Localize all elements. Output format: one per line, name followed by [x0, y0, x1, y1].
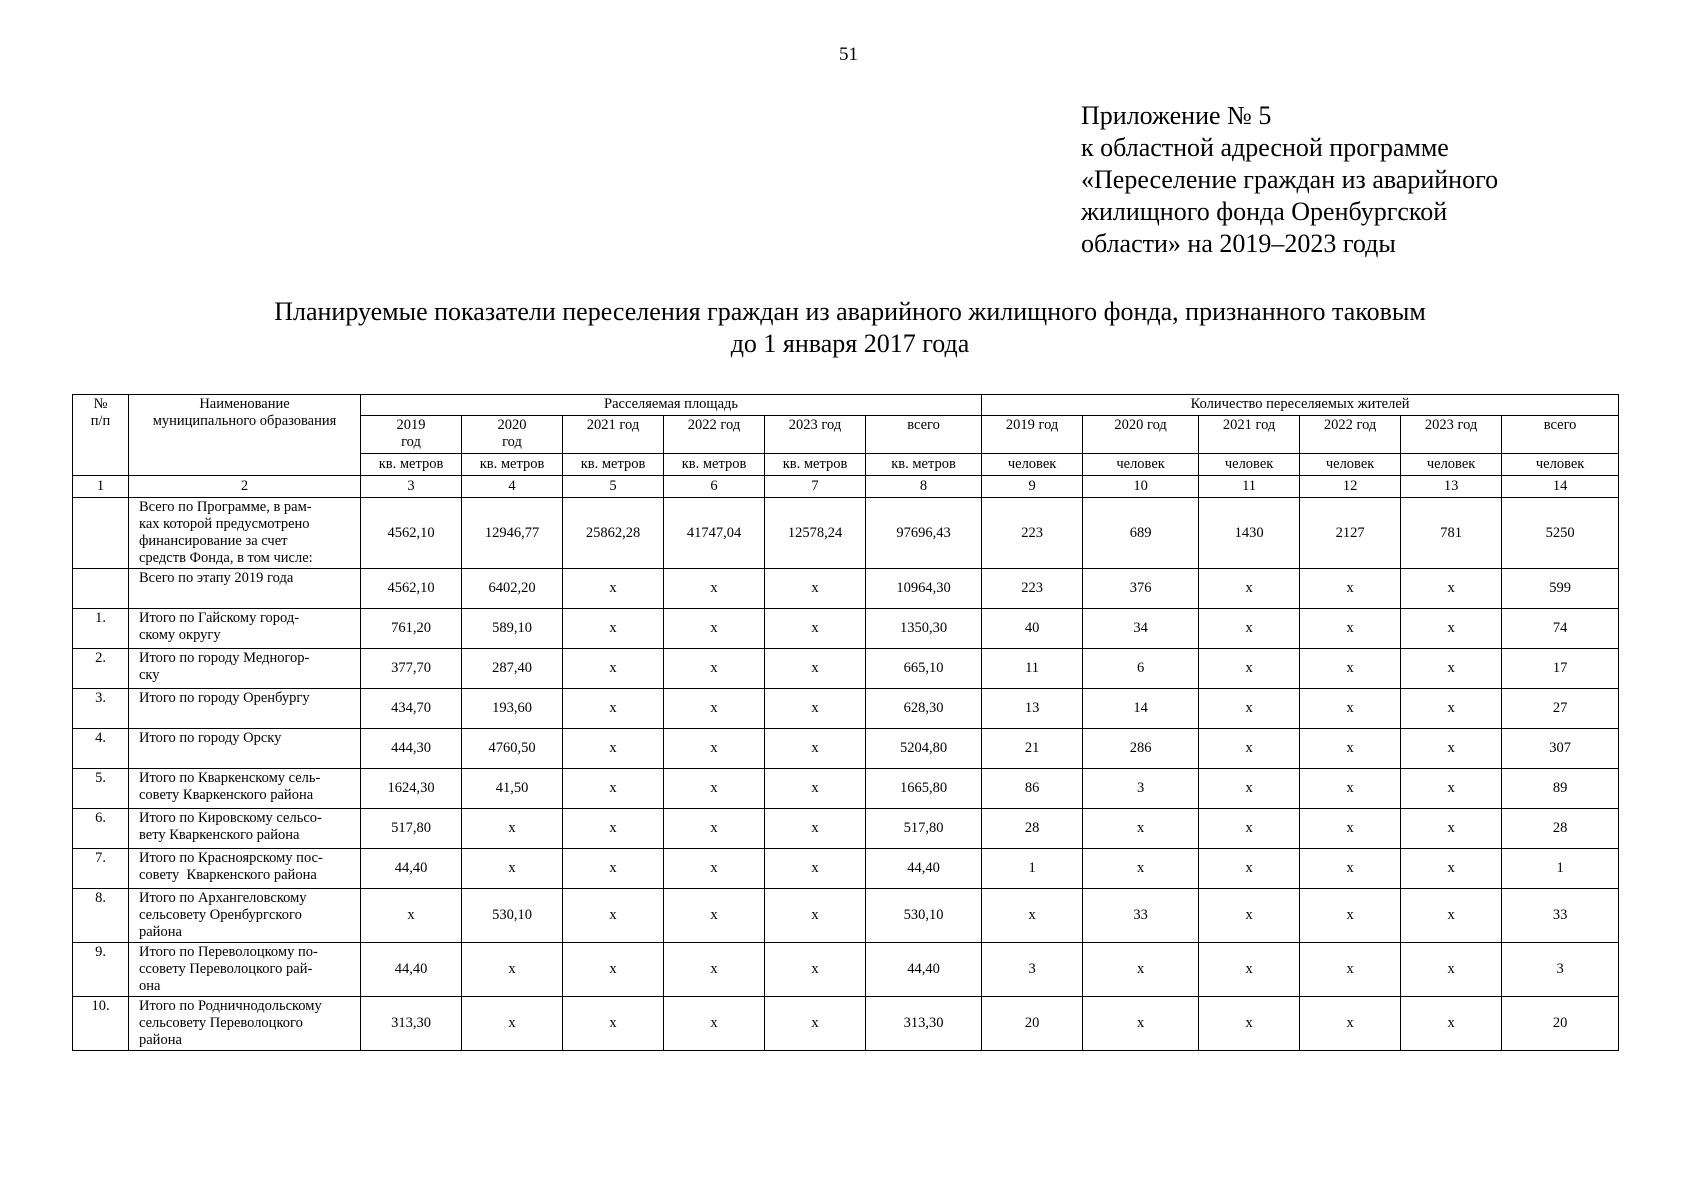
area-value-cell: х: [765, 809, 866, 849]
residents-value-cell: х: [1300, 849, 1401, 889]
residents-value-cell: х: [1083, 849, 1199, 889]
area-value-cell: 1350,30: [866, 609, 982, 649]
table-row: [73, 498, 1619, 569]
area-value-cell: 761,20: [361, 609, 462, 649]
residents-value-cell: х: [1199, 997, 1300, 1051]
table-row: [73, 997, 1619, 1051]
residents-value-cell: х: [1401, 889, 1502, 943]
area-value-cell: 665,10: [866, 649, 982, 689]
area-value-cell: х: [563, 809, 664, 849]
area-value-cell: 6402,20: [462, 569, 563, 609]
title-line: до 1 января 2017 года: [730, 329, 970, 358]
document-title: [200, 296, 1500, 360]
residents-value-cell: 11: [982, 649, 1083, 689]
header-num: № п/п: [73, 395, 129, 476]
area-value-cell: х: [361, 889, 462, 943]
area-value-cell: х: [462, 997, 563, 1051]
residents-value-cell: х: [1199, 609, 1300, 649]
residents-value-cell: х: [1199, 889, 1300, 943]
row-number: 6.: [73, 809, 129, 849]
area-value-cell: х: [765, 569, 866, 609]
residents-value-cell: 28: [982, 809, 1083, 849]
residents-value-cell: х: [1401, 769, 1502, 809]
header-area-unit: кв. метров: [866, 454, 982, 476]
residents-value-cell: х: [1300, 997, 1401, 1051]
header-area-year: 2021 год: [563, 416, 664, 454]
area-value-cell: 41,50: [462, 769, 563, 809]
residents-value-cell: 599: [1502, 569, 1619, 609]
area-value-cell: х: [765, 943, 866, 997]
area-value-cell: 10964,30: [866, 569, 982, 609]
area-value-cell: х: [664, 609, 765, 649]
area-value-cell: 5204,80: [866, 729, 982, 769]
residents-value-cell: 781: [1401, 498, 1502, 569]
residents-value-cell: 14: [1083, 689, 1199, 729]
municipality-name: Итого по Родничнодольскому сельсовету Переволоцкого района: [129, 997, 361, 1051]
municipality-name: Итого по Кировскому сельсо- вету Кваркенского района: [129, 809, 361, 849]
area-value-cell: х: [563, 729, 664, 769]
area-value-cell: х: [664, 569, 765, 609]
residents-value-cell: 1430: [1199, 498, 1300, 569]
table-row: [73, 769, 1619, 809]
residents-value-cell: 5250: [1502, 498, 1619, 569]
header-area-group: Расселяемая площадь: [361, 395, 982, 416]
residents-value-cell: х: [1300, 729, 1401, 769]
residents-value-cell: х: [1401, 689, 1502, 729]
column-index-cell: 3: [361, 476, 462, 498]
area-value-cell: 377,70: [361, 649, 462, 689]
header-resident-unit: человек: [1502, 454, 1619, 476]
area-value-cell: 4760,50: [462, 729, 563, 769]
area-value-cell: х: [563, 689, 664, 729]
column-index-cell: 7: [765, 476, 866, 498]
municipality-name: Всего по этапу 2019 года: [129, 569, 361, 609]
header-area-unit: кв. метров: [765, 454, 866, 476]
column-index-cell: 4: [462, 476, 563, 498]
area-value-cell: х: [664, 769, 765, 809]
residents-value-cell: х: [1300, 943, 1401, 997]
row-number: [73, 498, 129, 569]
area-value-cell: х: [462, 849, 563, 889]
residents-value-cell: 20: [982, 997, 1083, 1051]
area-value-cell: 628,30: [866, 689, 982, 729]
column-index-cell: 14: [1502, 476, 1619, 498]
appendix-line: жилищного фонда Оренбургской: [1081, 197, 1448, 226]
residents-value-cell: х: [1401, 943, 1502, 997]
municipality-name: Итого по Кваркенскому сель- совету Кваркенского района: [129, 769, 361, 809]
header-resident-year: всего: [1502, 416, 1619, 454]
residents-value-cell: х: [1083, 997, 1199, 1051]
area-value-cell: 12946,77: [462, 498, 563, 569]
area-value-cell: х: [664, 997, 765, 1051]
column-index-cell: 11: [1199, 476, 1300, 498]
row-number: 1.: [73, 609, 129, 649]
header-area-year: 2022 год: [664, 416, 765, 454]
area-value-cell: 530,10: [866, 889, 982, 943]
row-number: 4.: [73, 729, 129, 769]
area-value-cell: х: [563, 609, 664, 649]
header-resident-unit: человек: [1300, 454, 1401, 476]
municipality-name: Итого по Красноярскому пос- совету Кваркенского района: [129, 849, 361, 889]
area-value-cell: х: [765, 997, 866, 1051]
area-value-cell: 25862,28: [563, 498, 664, 569]
header-resident-unit: человек: [982, 454, 1083, 476]
residents-value-cell: 21: [982, 729, 1083, 769]
residents-value-cell: 33: [1502, 889, 1619, 943]
column-index-cell: 5: [563, 476, 664, 498]
residents-value-cell: х: [1300, 609, 1401, 649]
residents-value-cell: 3: [1083, 769, 1199, 809]
table-row: [73, 569, 1619, 609]
area-value-cell: 97696,43: [866, 498, 982, 569]
municipality-name: Итого по городу Оренбургу: [129, 689, 361, 729]
area-value-cell: 287,40: [462, 649, 563, 689]
residents-value-cell: х: [1083, 943, 1199, 997]
area-value-cell: 12578,24: [765, 498, 866, 569]
table-row: [73, 809, 1619, 849]
residents-value-cell: 74: [1502, 609, 1619, 649]
header-area-unit: кв. метров: [462, 454, 563, 476]
residents-value-cell: 27: [1502, 689, 1619, 729]
residents-value-cell: 13: [982, 689, 1083, 729]
residents-value-cell: 223: [982, 498, 1083, 569]
residents-value-cell: х: [1199, 943, 1300, 997]
residents-value-cell: 689: [1083, 498, 1199, 569]
header-resident-unit: человек: [1083, 454, 1199, 476]
area-value-cell: х: [462, 809, 563, 849]
table-row: [73, 943, 1619, 997]
area-value-cell: 1665,80: [866, 769, 982, 809]
area-value-cell: 313,30: [361, 997, 462, 1051]
residents-value-cell: 28: [1502, 809, 1619, 849]
header-resident-year: 2021 год: [1199, 416, 1300, 454]
residents-value-cell: х: [1401, 997, 1502, 1051]
municipality-name: Итого по Архангеловскому сельсовету Оренбургского района: [129, 889, 361, 943]
residents-value-cell: х: [1199, 769, 1300, 809]
area-value-cell: 517,80: [361, 809, 462, 849]
municipality-name: Итого по Гайскому город- скому округу: [129, 609, 361, 649]
title-line: Планируемые показатели переселения граждан из аварийного жилищного фонда, признанного таковым: [274, 297, 1426, 326]
page-number: 51: [839, 44, 858, 65]
area-value-cell: 4562,10: [361, 498, 462, 569]
residents-value-cell: х: [1300, 649, 1401, 689]
residents-value-cell: х: [1300, 809, 1401, 849]
residents-value-cell: 307: [1502, 729, 1619, 769]
area-value-cell: 193,60: [462, 689, 563, 729]
residents-value-cell: х: [1199, 849, 1300, 889]
residents-value-cell: 86: [982, 769, 1083, 809]
residents-value-cell: 3: [1502, 943, 1619, 997]
residents-value-cell: 286: [1083, 729, 1199, 769]
table-row: [73, 689, 1619, 729]
header-resident-unit: человек: [1199, 454, 1300, 476]
residents-value-cell: х: [982, 889, 1083, 943]
appendix-line: Приложение № 5: [1081, 101, 1272, 130]
area-value-cell: х: [765, 609, 866, 649]
column-index-cell: 12: [1300, 476, 1401, 498]
column-index-cell: 1: [73, 476, 129, 498]
area-value-cell: х: [664, 689, 765, 729]
municipality-name: Итого по Переволоцкому по- ссовету Переволоцкого рай- она: [129, 943, 361, 997]
residents-value-cell: 376: [1083, 569, 1199, 609]
resettlement-table: [72, 394, 1619, 1051]
area-value-cell: х: [563, 569, 664, 609]
residents-value-cell: 34: [1083, 609, 1199, 649]
header-resident-year: 2019 год: [982, 416, 1083, 454]
residents-value-cell: х: [1401, 729, 1502, 769]
residents-value-cell: х: [1401, 609, 1502, 649]
residents-value-cell: 1: [982, 849, 1083, 889]
residents-value-cell: х: [1401, 849, 1502, 889]
area-value-cell: х: [462, 943, 563, 997]
appendix-line: к областной адресной программе: [1081, 133, 1449, 162]
residents-value-cell: х: [1300, 689, 1401, 729]
residents-value-cell: х: [1300, 769, 1401, 809]
area-value-cell: х: [563, 889, 664, 943]
column-index-cell: 13: [1401, 476, 1502, 498]
municipality-name: Итого по городу Медногор- ску: [129, 649, 361, 689]
column-index-cell: 2: [129, 476, 361, 498]
row-number: [73, 569, 129, 609]
residents-value-cell: х: [1300, 569, 1401, 609]
area-value-cell: х: [765, 729, 866, 769]
area-value-cell: х: [563, 997, 664, 1051]
area-value-cell: 530,10: [462, 889, 563, 943]
table-row: [73, 849, 1619, 889]
area-value-cell: 517,80: [866, 809, 982, 849]
residents-value-cell: х: [1199, 649, 1300, 689]
residents-value-cell: 40: [982, 609, 1083, 649]
residents-value-cell: х: [1199, 569, 1300, 609]
area-value-cell: х: [765, 849, 866, 889]
area-value-cell: х: [563, 769, 664, 809]
header-resident-year: 2022 год: [1300, 416, 1401, 454]
residents-value-cell: 6: [1083, 649, 1199, 689]
area-value-cell: 44,40: [866, 943, 982, 997]
appendix-block: [1081, 100, 1498, 260]
table-row: [73, 609, 1619, 649]
column-index-cell: 9: [982, 476, 1083, 498]
residents-value-cell: 223: [982, 569, 1083, 609]
area-value-cell: х: [765, 649, 866, 689]
area-value-cell: 589,10: [462, 609, 563, 649]
area-value-cell: х: [664, 649, 765, 689]
area-value-cell: х: [563, 943, 664, 997]
area-value-cell: 4562,10: [361, 569, 462, 609]
header-area-year: всего: [866, 416, 982, 454]
residents-value-cell: 89: [1502, 769, 1619, 809]
residents-value-cell: х: [1199, 689, 1300, 729]
column-index-cell: 6: [664, 476, 765, 498]
header-resident-year: 2020 год: [1083, 416, 1199, 454]
area-value-cell: х: [664, 889, 765, 943]
row-number: 7.: [73, 849, 129, 889]
header-residents-group: Количество переселяемых жителей: [982, 395, 1619, 416]
residents-value-cell: 17: [1502, 649, 1619, 689]
area-value-cell: 444,30: [361, 729, 462, 769]
area-value-cell: 434,70: [361, 689, 462, 729]
area-value-cell: х: [765, 689, 866, 729]
row-number: 3.: [73, 689, 129, 729]
column-index-cell: 8: [866, 476, 982, 498]
row-number: 8.: [73, 889, 129, 943]
area-value-cell: 313,30: [866, 997, 982, 1051]
area-value-cell: х: [664, 849, 765, 889]
table-row: [73, 889, 1619, 943]
area-value-cell: 41747,04: [664, 498, 765, 569]
residents-value-cell: х: [1401, 569, 1502, 609]
residents-value-cell: х: [1083, 809, 1199, 849]
header-resident-unit: человек: [1401, 454, 1502, 476]
residents-value-cell: х: [1199, 729, 1300, 769]
area-value-cell: 44,40: [361, 849, 462, 889]
area-value-cell: х: [563, 849, 664, 889]
row-number: 2.: [73, 649, 129, 689]
header-area-unit: кв. метров: [664, 454, 765, 476]
header-area-year: 2023 год: [765, 416, 866, 454]
residents-value-cell: 33: [1083, 889, 1199, 943]
header-area-unit: кв. метров: [563, 454, 664, 476]
municipality-name: Всего по Программе, в рам- ках которой предусмотрено финансирование за счет средств Фонда, в том числе:: [129, 498, 361, 569]
header-municipality: Наименование муниципального образования: [129, 395, 361, 476]
area-value-cell: х: [765, 769, 866, 809]
appendix-line: «Переселение граждан из аварийного: [1081, 165, 1499, 194]
area-value-cell: х: [664, 729, 765, 769]
residents-value-cell: х: [1300, 889, 1401, 943]
header-area-year: 2020 год: [462, 416, 563, 454]
residents-value-cell: 1: [1502, 849, 1619, 889]
residents-value-cell: х: [1199, 809, 1300, 849]
header-area-year: 2019 год: [361, 416, 462, 454]
header-resident-year: 2023 год: [1401, 416, 1502, 454]
header-area-unit: кв. метров: [361, 454, 462, 476]
row-number: 5.: [73, 769, 129, 809]
area-value-cell: 44,40: [866, 849, 982, 889]
column-index-cell: 10: [1083, 476, 1199, 498]
residents-value-cell: 2127: [1300, 498, 1401, 569]
appendix-line: области» на 2019–2023 годы: [1081, 229, 1396, 258]
residents-value-cell: 3: [982, 943, 1083, 997]
area-value-cell: 44,40: [361, 943, 462, 997]
table-row: [73, 729, 1619, 769]
area-value-cell: х: [664, 809, 765, 849]
row-number: 10.: [73, 997, 129, 1051]
area-value-cell: 1624,30: [361, 769, 462, 809]
area-value-cell: х: [664, 943, 765, 997]
municipality-name: Итого по городу Орску: [129, 729, 361, 769]
area-value-cell: х: [563, 649, 664, 689]
residents-value-cell: 20: [1502, 997, 1619, 1051]
row-number: 9.: [73, 943, 129, 997]
table-row: [73, 649, 1619, 689]
area-value-cell: х: [765, 889, 866, 943]
residents-value-cell: х: [1401, 809, 1502, 849]
residents-value-cell: х: [1401, 649, 1502, 689]
